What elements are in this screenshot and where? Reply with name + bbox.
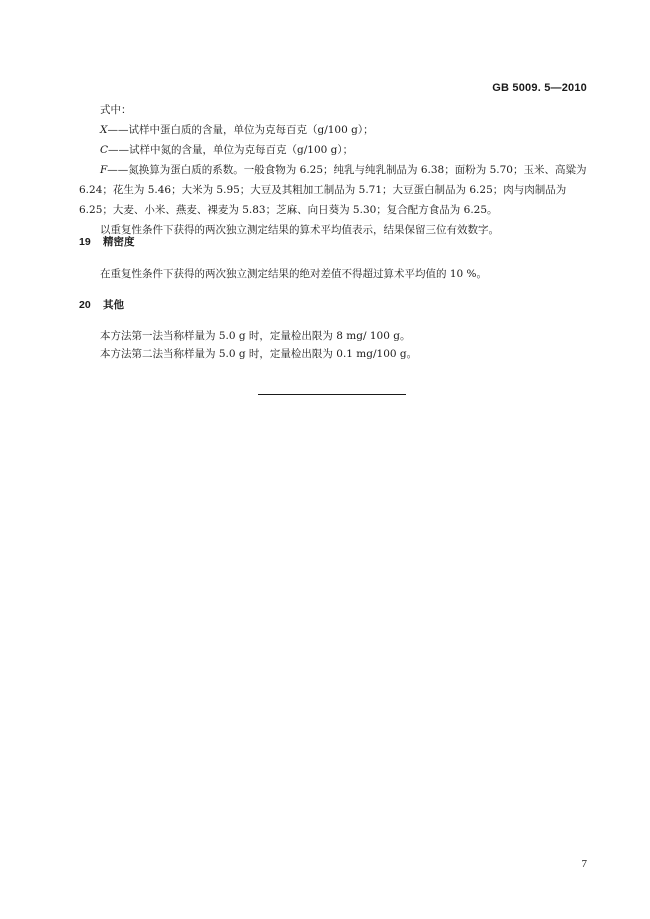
legend-item-x bbox=[79, 120, 589, 140]
legend-text-c: ——试样中氮的含量，单位为克每百克（g/100 g）； bbox=[108, 144, 354, 156]
section-19-paragraph: 在重复性条件下获得的两次独立测定结果的绝对差值不得超过算术平均值的 10 %。 bbox=[100, 268, 488, 280]
legend-item-f bbox=[79, 160, 589, 220]
section-20-paragraph-2: 本方法第二法当称样量为 5.0 g 时，定量检出限为 0.1 mg/100 g。 bbox=[100, 348, 418, 360]
page-number: 7 bbox=[581, 858, 587, 870]
symbol-x: X bbox=[100, 124, 108, 136]
section-20-title: 其他 bbox=[103, 299, 124, 311]
standard-code-header: GB 5009. 5—2010 bbox=[492, 82, 587, 94]
legend-item-c bbox=[79, 140, 589, 160]
legend-text-x: ——试样中蛋白质的含量，单位为克每百克（g/100 g）； bbox=[107, 124, 374, 136]
section-19-heading bbox=[79, 232, 135, 252]
symbol-f: F bbox=[100, 164, 108, 176]
section-20-number: 20 bbox=[79, 299, 91, 311]
section-20-paragraph-1: 本方法第一法当称样量为 5.0 g 时，定量检出限为 8 mg/ 100 g。 bbox=[100, 330, 411, 342]
end-of-document-rule bbox=[258, 394, 406, 395]
section-19-title: 精密度 bbox=[103, 236, 135, 248]
section-20-heading bbox=[79, 295, 124, 315]
formula-legend bbox=[79, 100, 589, 240]
section-19-number: 19 bbox=[79, 236, 91, 248]
legend-intro: 式中： bbox=[100, 104, 132, 116]
legend-text-f: ——氮换算为蛋白质的系数。一般食物为 6.25；纯乳与纯乳制品为 6.38；面粉为 5.70；玉米、高粱为 6.24；花生为 5.46；大米为 5.95；大豆及其粗加工制品为 5.71；大豆蛋白制品为 6.25；肉与肉制品为 6.25；大麦、小米、燕麦、裸麦为 5.83；芝麻、向日葵为 5.30；复合配方食品为 6.25。 bbox=[79, 164, 587, 216]
result-note: 以重复性条件下获得的两次独立测定结果的算术平均值表示，结果保留三位有效数字。 bbox=[100, 224, 499, 236]
symbol-c: C bbox=[100, 144, 109, 156]
